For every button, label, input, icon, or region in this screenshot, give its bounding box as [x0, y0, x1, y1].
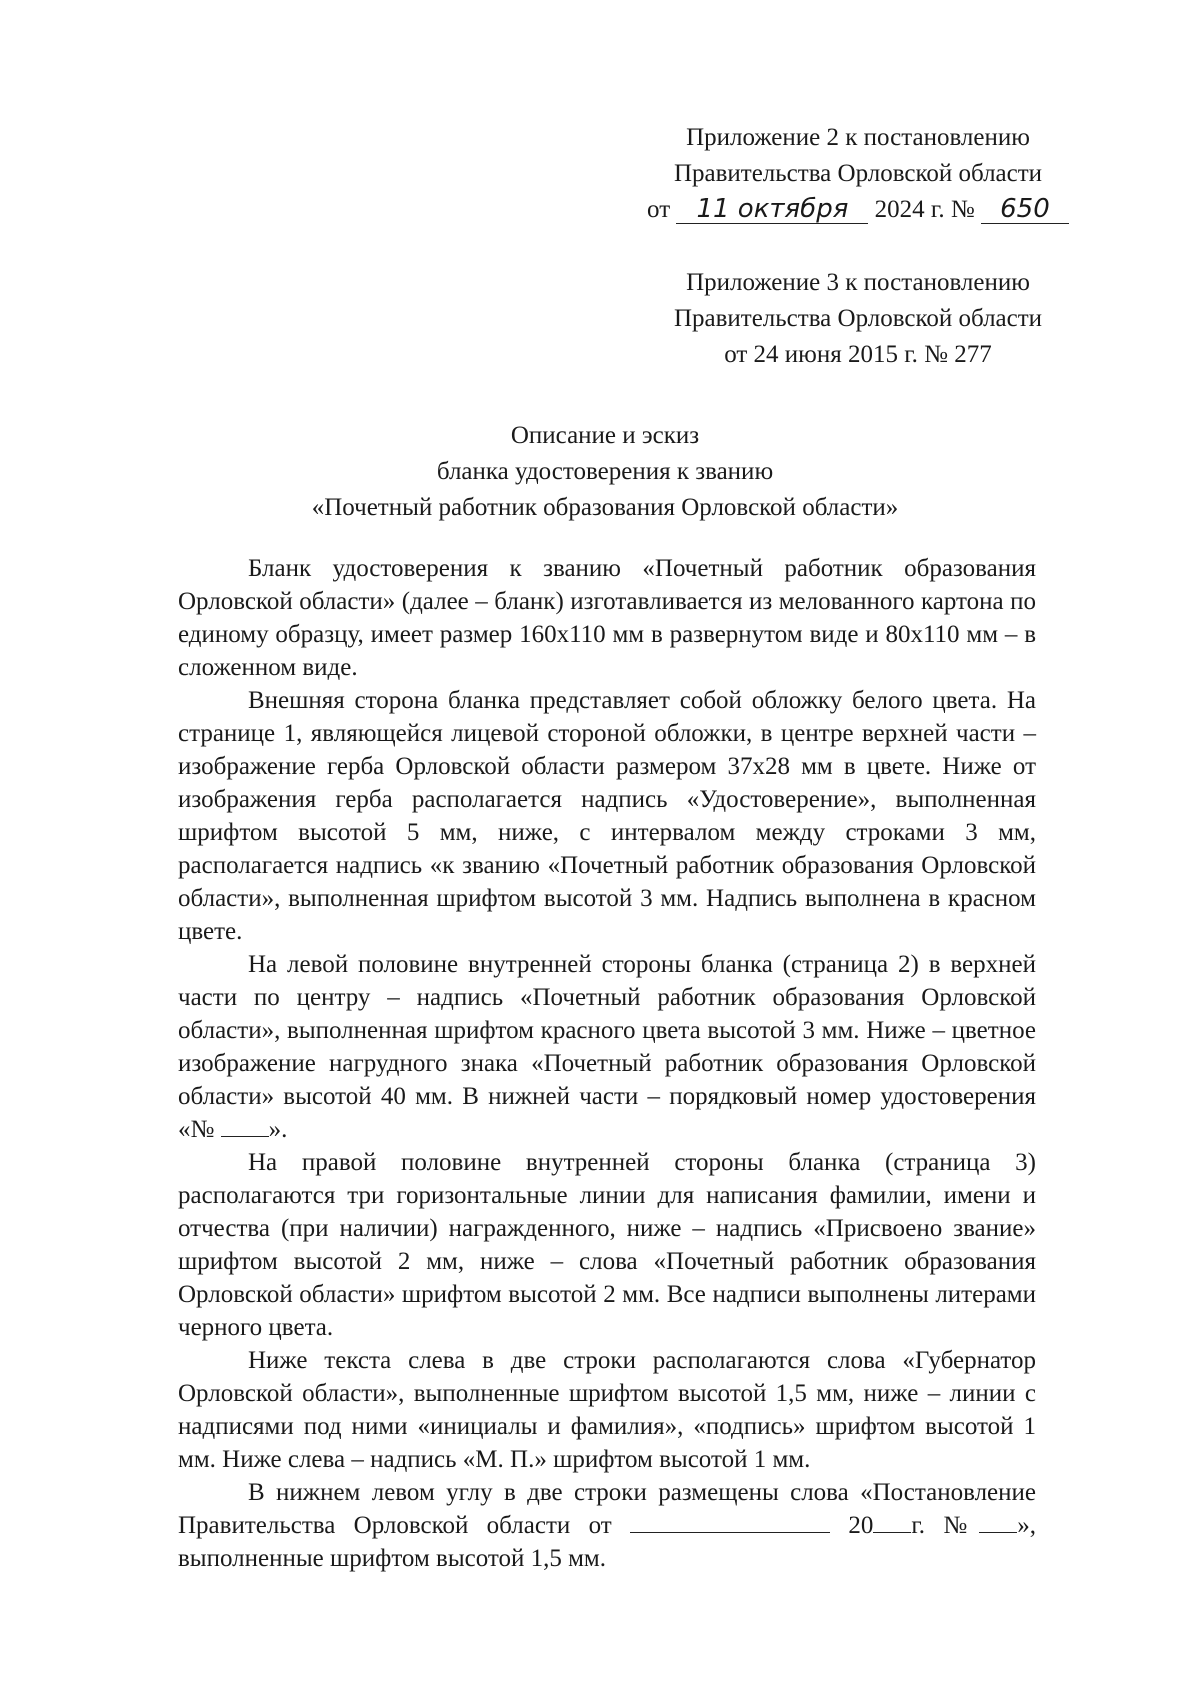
- annex-2-header: [628, 120, 1088, 228]
- year-blank-line: [873, 1510, 911, 1533]
- paragraph-3: [178, 948, 1036, 1146]
- paragraph-4: На правой половине внутренней стороны бланка (страница 3) располагаются три горизонтальные линии для написания фамилии, имени и отчества (при наличии) награжденного, ниже – надпись «Присвоено звание» шрифтом высотой 2 мм, ниже – слова «Почетный работник образования Орловской области» шрифтом высотой 2 мм. Все надписи выполнены литерами черного цвета.: [178, 1149, 1036, 1341]
- paragraph-6-part2: 20: [848, 1512, 874, 1539]
- paragraph-6-part4: »,: [1017, 1512, 1037, 1539]
- paragraph-6-part1: В нижнем левом углу в две строки размещены слова «Постановление Правительства Орловской области от: [178, 1479, 1036, 1539]
- date-blank-line: [630, 1510, 830, 1533]
- document-body: [178, 552, 1036, 1575]
- handwritten-number: 650: [981, 195, 1069, 224]
- paragraph-1: Бланк удостоверения к званию «Почетный работник образования Орловской области» (далее – бланк) изготавливается из мелованного картона по единому образцу, имеет размер 160х110 мм в развернутом виде и 80х110 мм – в сложенном виде.: [178, 555, 1036, 681]
- annex-2-year-text: 2024 г. №: [874, 196, 975, 223]
- title-line2: бланка удостоверения к званию: [436, 458, 774, 485]
- annex-3-line2: Правительства Орловской области: [673, 305, 1043, 332]
- title-line3: «Почетный работник образования Орловской области»: [311, 494, 899, 521]
- number-blank-line: [221, 1114, 269, 1137]
- decree-number-blank-line: [979, 1510, 1017, 1533]
- paragraph-5: Ниже текста слева в две строки располагаются слова «Губернатор Орловской области», выполненные шрифтом высотой 1,5 мм, ниже – линии с надписями под ними «инициалы и фамилия», «подпись» шрифтом высотой 1 мм. Ниже слева – надпись «М. П.» шрифтом высотой 1 мм.: [178, 1347, 1036, 1473]
- annex-2-date-prefix: от: [647, 196, 671, 223]
- title-line1: Описание и эскиз: [510, 422, 700, 449]
- paragraph-3-end: ».: [268, 1116, 288, 1143]
- annex-3-line3: от 24 июня 2015 г. № 277: [724, 341, 992, 368]
- document-title: [170, 418, 1040, 526]
- paragraph-2: Внешняя сторона бланка представляет собой обложку белого цвета. На странице 1, являющейся лицевой стороной обложки, в центре верхней части – изображение герба Орловской области размером 37х28 мм в цвете. Ниже от изображения герба располагается надпись «Удостоверение», выполненная шрифтом высотой 5 мм, ниже, с интервалом между строками 3 мм, располагается надпись «к званию «Почетный работник образования Орловской области», выполненная шрифтом высотой 3 мм. Надпись выполнена в красном цвете.: [178, 687, 1036, 945]
- annex-2-line2: Правительства Орловской области: [673, 160, 1043, 187]
- annex-2-date-line: [628, 192, 1088, 228]
- annex-2-line1: Приложение 2 к постановлению: [686, 124, 1030, 151]
- paragraph-3-text: На левой половине внутренней стороны бланка (страница 2) в верхней части по центру – надпись «Почетный работник образования Орловской области», выполненная шрифтом красного цвета высотой 3 мм. Ниже – цветное изображение нагрудного знака «Почетный работник образования Орловской области» высотой 40 мм. В нижней части – порядковый номер удостоверения «№: [178, 951, 1036, 1143]
- annex-3-line1: Приложение 3 к постановлению: [686, 269, 1030, 296]
- paragraph-6-part5: выполненные шрифтом высотой 1,5 мм.: [178, 1545, 607, 1572]
- handwritten-date: 11 октября: [676, 195, 868, 224]
- annex-3-header: [628, 265, 1088, 373]
- paragraph-6-part3: г. №: [911, 1512, 980, 1539]
- paragraph-6: [178, 1476, 1036, 1575]
